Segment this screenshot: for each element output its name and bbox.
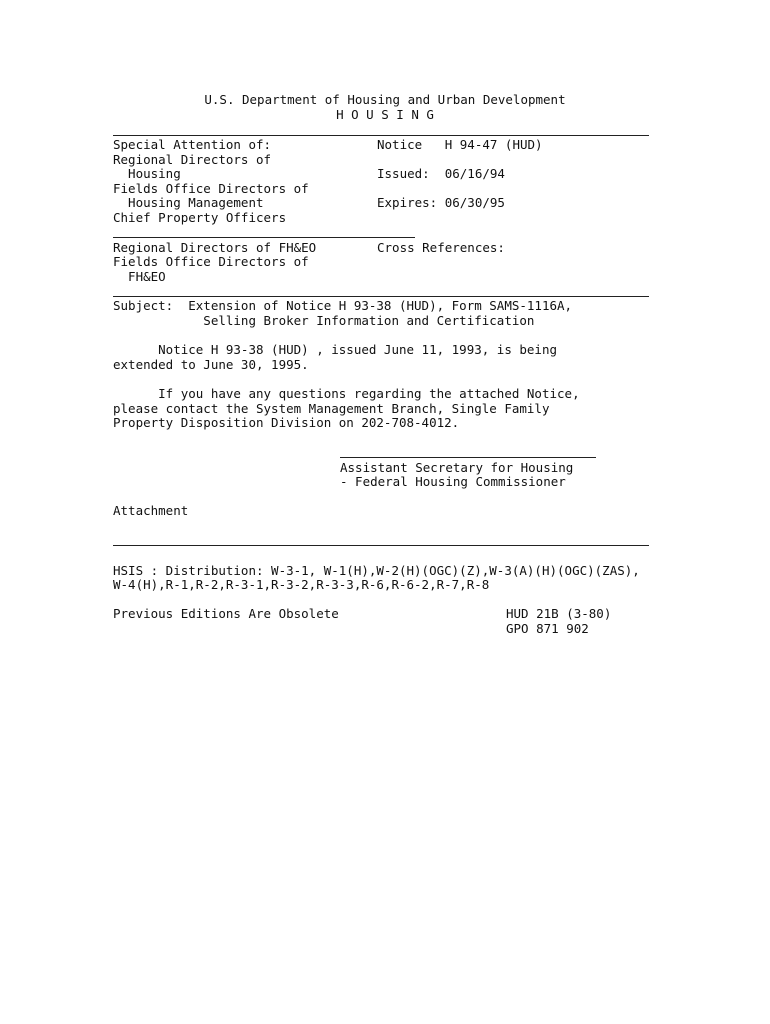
body-paragraph-line: Notice H 93-38 (HUD) , issued June 11, 1993, is being <box>113 342 558 357</box>
special-attention-label: Special Attention of: <box>113 137 272 152</box>
recipient-line: Chief Property Officers <box>113 210 287 225</box>
subject-line: Subject: Extension of Notice H 93-38 (HUD), Form SAMS-1116A, <box>113 298 573 313</box>
signature-title: Assistant Secretary for Housing <box>340 460 574 475</box>
distribution-line: HSIS : Distribution: W-3-1, W-1(H),W-2(H)(OGC)(Z),W-3(A)(H)(OGC)(ZAS), <box>113 563 640 578</box>
previous-editions-note: Previous Editions Are Obsolete <box>113 606 339 621</box>
body-paragraph-line: extended to June 30, 1995. <box>113 357 309 372</box>
footer-divider <box>113 545 649 546</box>
recipient-line: Regional Directors of <box>113 152 272 167</box>
cross-references-label: Cross References: <box>377 240 505 255</box>
form-number: HUD 21B (3-80) <box>506 606 612 621</box>
recipient-line: Housing Management <box>113 195 264 210</box>
gpo-number: GPO 871 902 <box>506 621 589 636</box>
recipient-line: FH&EO <box>113 269 166 284</box>
subject-divider <box>113 296 649 297</box>
signature-line <box>340 457 596 458</box>
body-paragraph-line: If you have any questions regarding the attached Notice, <box>113 386 580 401</box>
recipient-line: Fields Office Directors of <box>113 181 309 196</box>
recipient-line: Housing <box>113 166 181 181</box>
recipient-line: Fields Office Directors of <box>113 254 309 269</box>
notice-number: Notice H 94-47 (HUD) <box>377 137 543 152</box>
body-paragraph-line: Property Disposition Division on 202-708-4012. <box>113 415 460 430</box>
recipient-line: Regional Directors of FH&EO <box>113 240 317 255</box>
subject-line: Selling Broker Information and Certification <box>113 313 535 328</box>
signature-title: - Federal Housing Commissioner <box>340 474 566 489</box>
department-name: U.S. Department of Housing and Urban Development <box>204 92 566 107</box>
office-title: H O U S I N G <box>336 107 434 122</box>
header-divider <box>113 135 649 136</box>
attachment-label: Attachment <box>113 503 189 518</box>
expires-date: Expires: 06/30/95 <box>377 195 505 210</box>
issued-date: Issued: 06/16/94 <box>377 166 505 181</box>
distribution-line: W-4(H),R-1,R-2,R-3-1,R-3-2,R-3-3,R-6,R-6-2,R-7,R-8 <box>113 577 490 592</box>
recipients-divider <box>113 237 415 238</box>
body-paragraph-line: please contact the System Management Branch, Single Family <box>113 401 550 416</box>
